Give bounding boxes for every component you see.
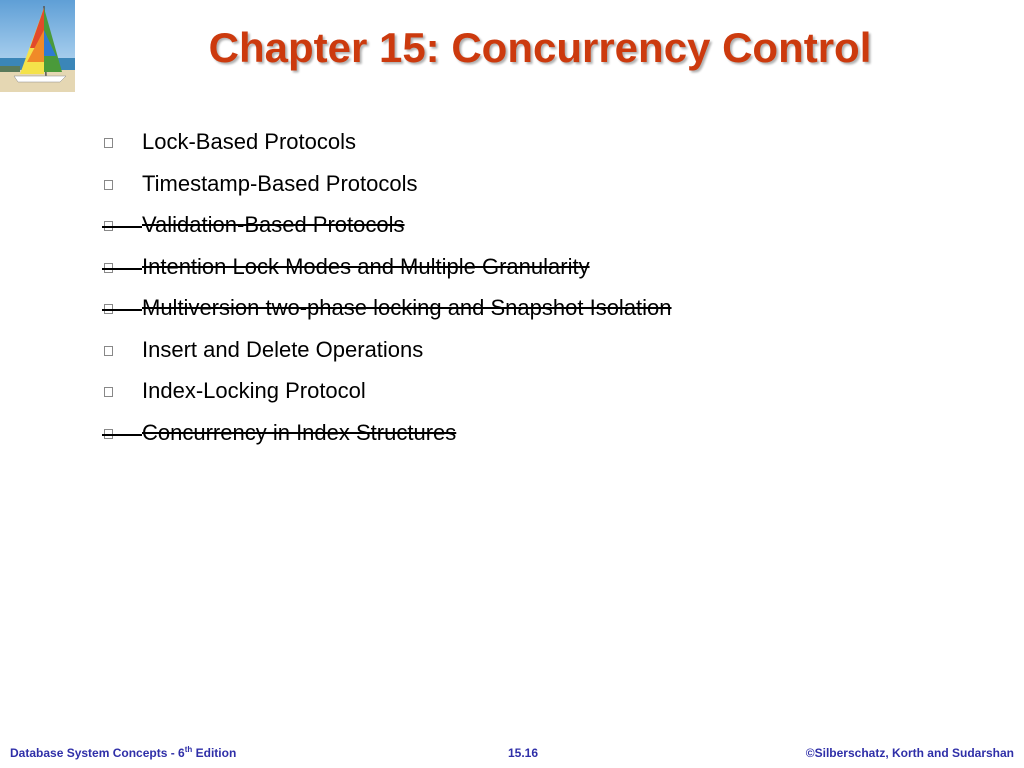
bullet-text: Concurrency in Index Structures: [142, 419, 457, 445]
footer-book: Database System Concepts - 6: [10, 746, 185, 760]
footer-book-title: [10, 746, 236, 760]
square-bullet-icon: [104, 346, 113, 356]
footer-edition-word: Edition: [192, 746, 237, 760]
bullet-text: Validation-Based Protocols: [142, 212, 405, 237]
bullet-text: Lock-Based Protocols: [142, 129, 356, 154]
bullet-text: Intention Lock Modes and Multiple Granularity: [142, 253, 590, 279]
bullet-text: Multiversion two-phase locking and Snapshot Isolation: [142, 295, 672, 320]
slide-title: Chapter 15: Concurrency Control: [208, 24, 872, 71]
bullet-text: Insert and Delete Operations: [142, 336, 424, 362]
square-bullet-icon: [104, 180, 113, 190]
footer-copyright: ©Silberschatz, Korth and Sudarshan: [805, 746, 1014, 760]
slide-footer: [0, 746, 1024, 764]
bullet-text: Timestamp-Based Protocols: [142, 170, 418, 196]
strikethrough-line: [102, 434, 142, 436]
bullet-text: Index-Locking Protocol: [142, 378, 366, 403]
square-bullet-icon: [104, 387, 113, 397]
strikethrough-line: [102, 268, 142, 270]
square-bullet-icon: [104, 138, 113, 148]
page-number: 15.16: [508, 746, 539, 760]
strikethrough-line: [102, 226, 142, 228]
strikethrough-line: [102, 309, 142, 311]
footer-edition-sup: th: [184, 745, 193, 754]
